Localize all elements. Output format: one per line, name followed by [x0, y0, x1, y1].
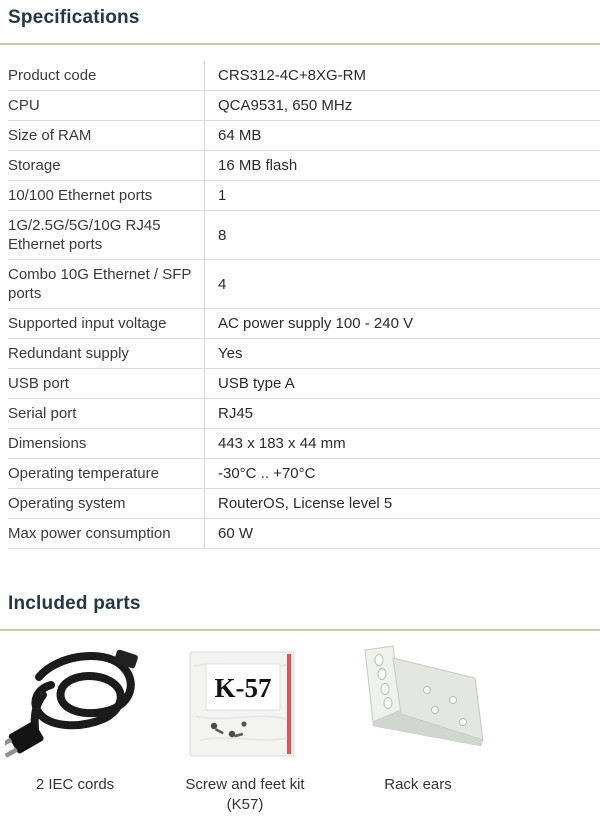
- part-item-iec-cords: [0, 643, 150, 795]
- spec-label: Serial port: [8, 399, 205, 428]
- spec-label: Size of RAM: [8, 121, 205, 150]
- spec-label: Redundant supply: [8, 339, 205, 368]
- rack-ears-photo: [343, 644, 493, 764]
- spec-label: Dimensions: [8, 429, 205, 458]
- iec-cord-photo: [5, 643, 145, 765]
- spec-row-serial-port: [8, 399, 600, 429]
- part-caption: Screw and feet kit (K57): [185, 776, 305, 813]
- spec-row-cpu: [8, 91, 600, 121]
- spec-row-10-100-ports: [8, 181, 600, 211]
- spec-value: 8: [218, 226, 227, 244]
- spec-row-product-code: [8, 61, 600, 91]
- spec-label: CPU: [8, 91, 205, 120]
- spec-row-usb-port: [8, 369, 600, 399]
- spec-value: 443 x 183 x 44 mm: [218, 435, 346, 452]
- part-caption: 2 IEC cords: [35, 776, 115, 793]
- spec-label: 1G/2.5G/5G/10G RJ45 Ethernet ports: [8, 211, 205, 259]
- spec-value: 60 W: [218, 525, 254, 542]
- spec-label: Operating system: [8, 489, 205, 518]
- spec-label: Supported input voltage: [8, 309, 205, 338]
- spec-label: Storage: [8, 151, 205, 180]
- section-divider: [0, 629, 600, 631]
- bag-label: K-57: [214, 673, 272, 703]
- spec-label: Combo 10G Ethernet / SFP ports: [8, 260, 205, 308]
- section-divider: [0, 43, 600, 45]
- spec-value: -30°C .. +70°C: [218, 465, 316, 482]
- included-parts-heading: Included parts: [8, 593, 141, 614]
- spec-label: Operating temperature: [8, 459, 205, 488]
- spec-value: 64 MB: [218, 127, 262, 144]
- spec-value: USB type A: [218, 375, 295, 392]
- part-item-rack-ears: [338, 643, 498, 795]
- spec-label: 10/100 Ethernet ports: [8, 181, 205, 210]
- spec-label: USB port: [8, 369, 205, 398]
- spec-value: RouterOS, License level 5: [218, 495, 393, 512]
- spec-row-redundant-supply: [8, 339, 600, 369]
- specifications-heading: Specifications: [8, 7, 140, 28]
- spec-value: AC power supply 100 - 240 V: [218, 315, 414, 332]
- spec-value: 16 MB flash: [218, 157, 298, 174]
- spec-row-operating-temperature: [8, 459, 600, 489]
- spec-label: Product code: [8, 61, 205, 90]
- screw-kit-photo: [180, 646, 310, 762]
- part-item-screw-kit: [170, 643, 320, 815]
- spec-row-combo-ports: [8, 260, 600, 309]
- spec-row-ram: [8, 121, 600, 151]
- spec-label: Max power consumption: [8, 519, 205, 548]
- spec-value: 4: [218, 275, 227, 293]
- specifications-table: [8, 61, 600, 549]
- spec-value: QCA9531, 650 MHz: [218, 97, 353, 114]
- part-caption: Rack ears: [384, 776, 452, 793]
- spec-value: Yes: [218, 345, 243, 362]
- spec-row-rj45-ports: [8, 211, 600, 260]
- spec-row-operating-system: [8, 489, 600, 519]
- spec-row-dimensions: [8, 429, 600, 459]
- spec-row-max-power: [8, 519, 600, 549]
- spec-value: RJ45: [218, 405, 254, 422]
- spec-value: 1: [218, 187, 227, 204]
- spec-row-input-voltage: [8, 309, 600, 339]
- spec-value: CRS312-4C+8XG-RM: [218, 67, 366, 84]
- spec-row-storage: [8, 151, 600, 181]
- included-parts-gallery: [0, 643, 600, 824]
